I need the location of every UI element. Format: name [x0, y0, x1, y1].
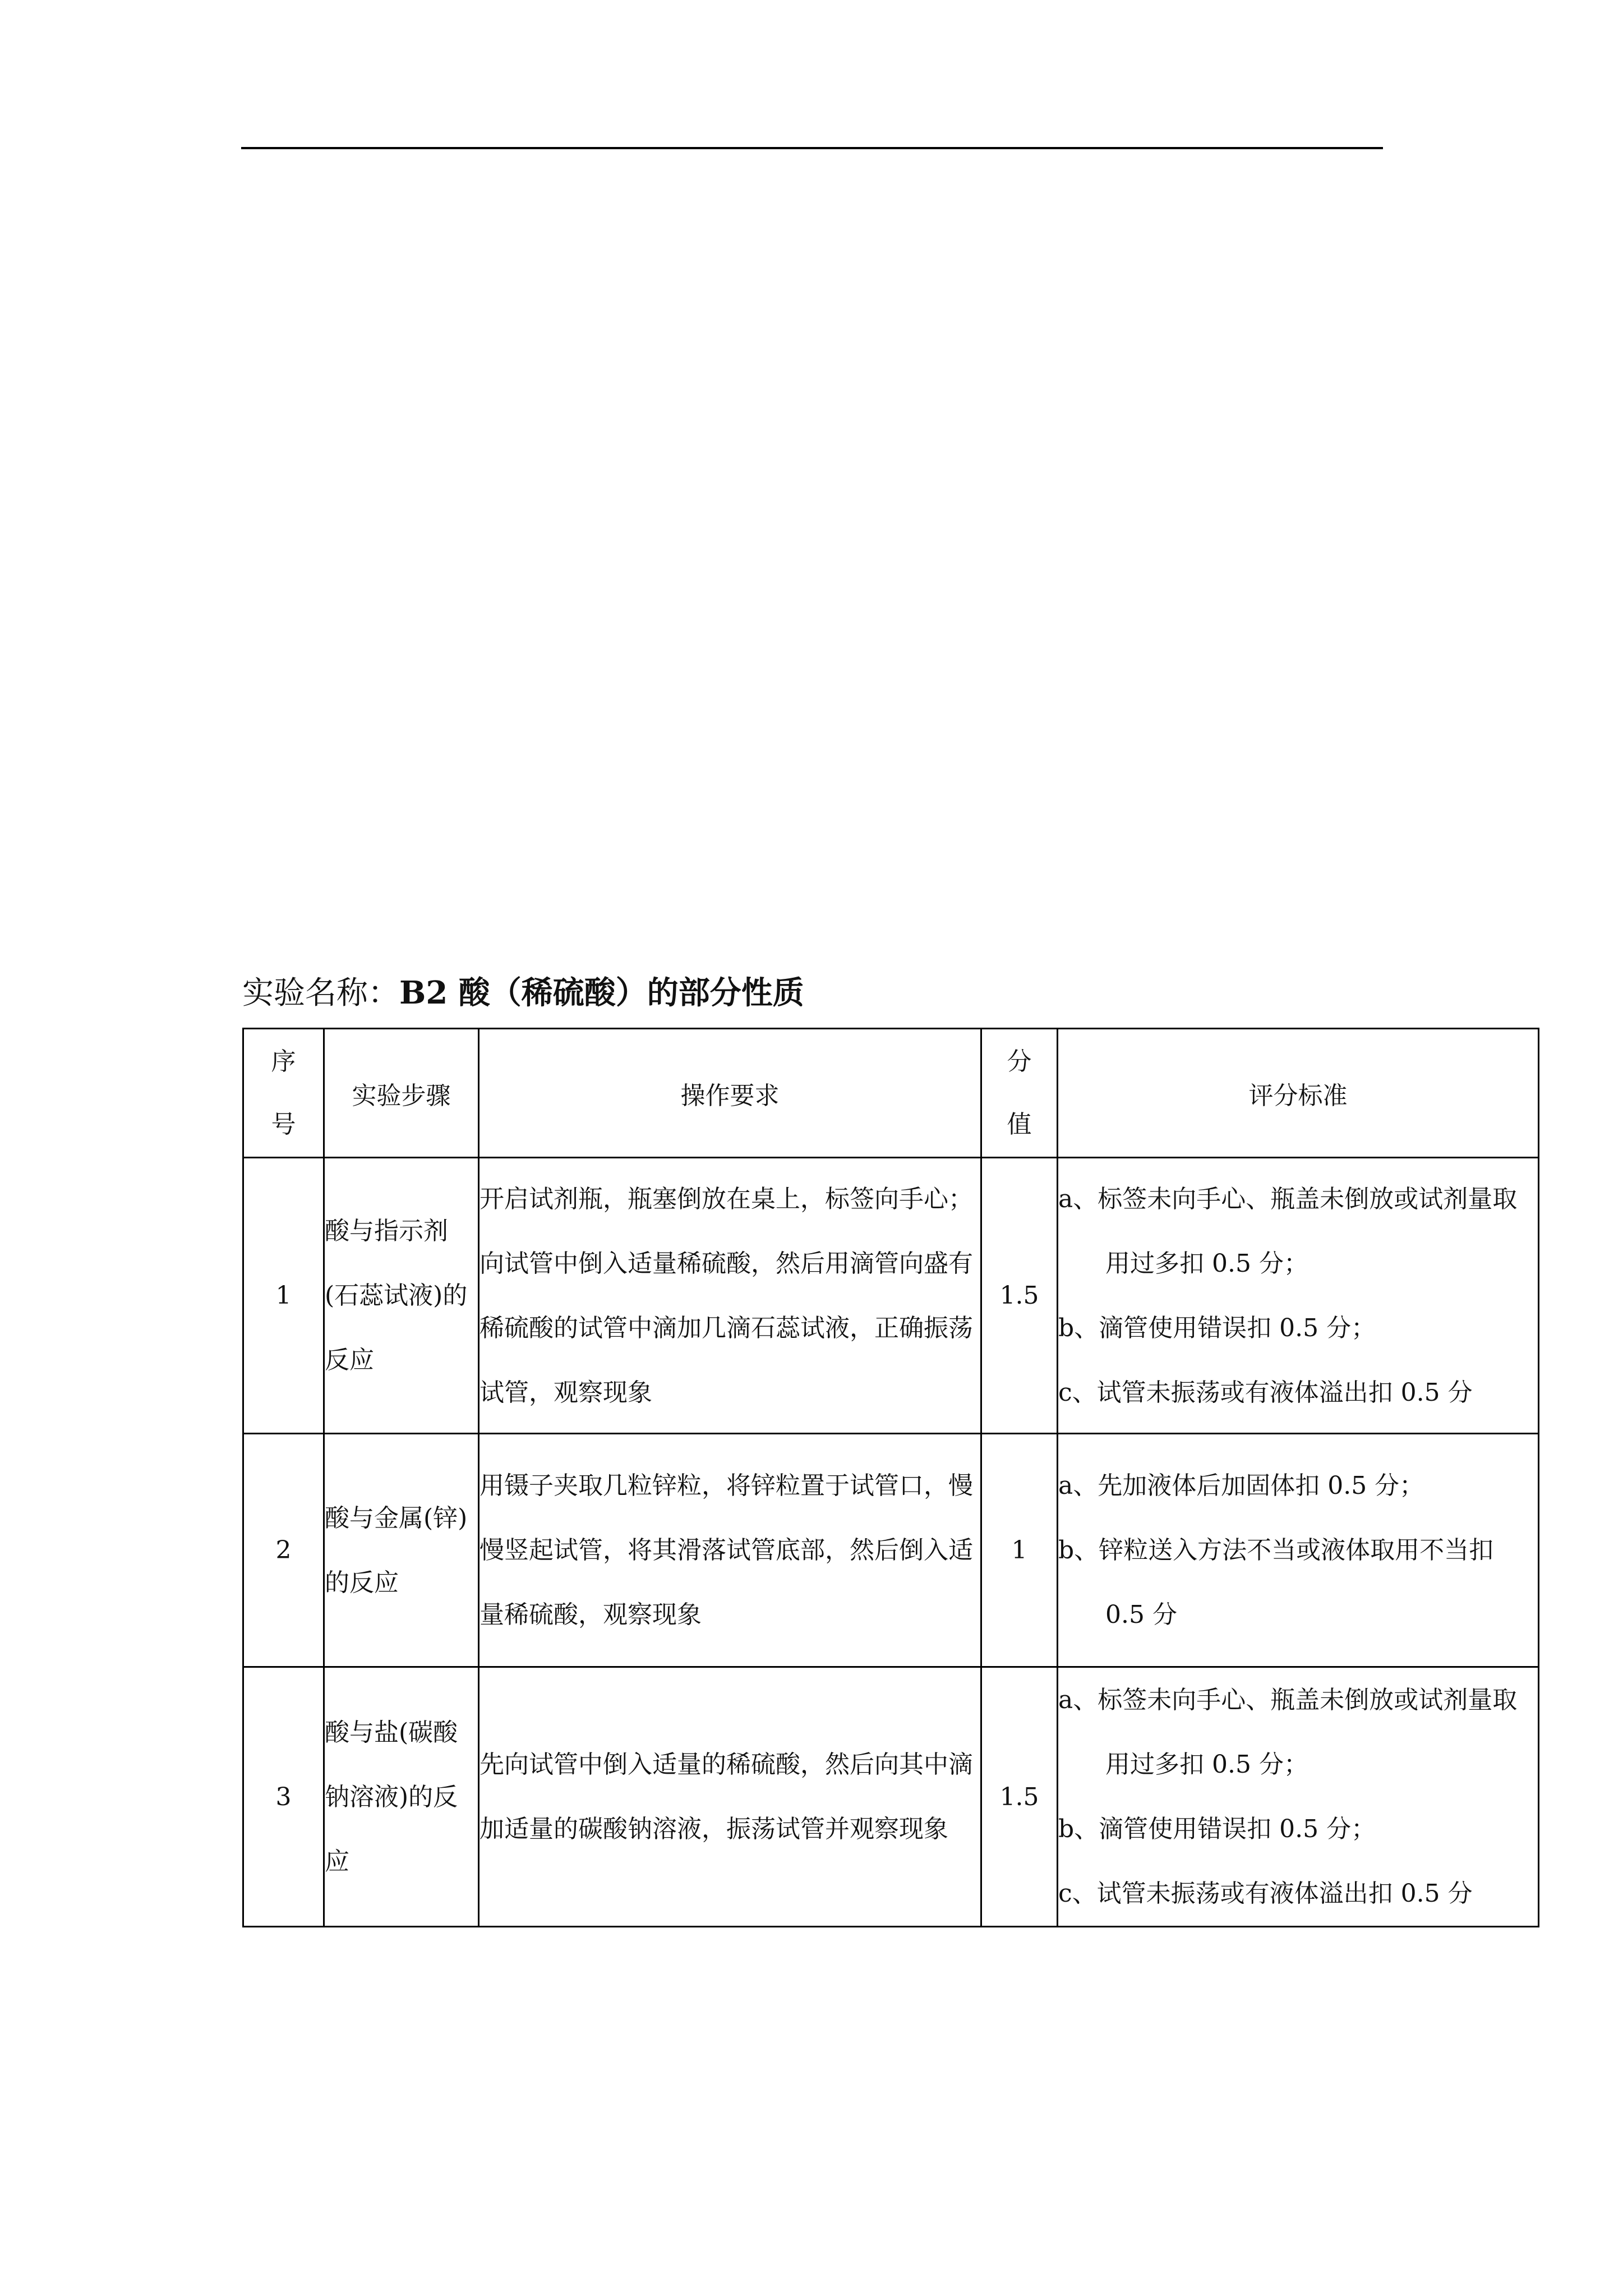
standard-item: b、锌粒送入方法不当或液体取用不当扣 0.5 分 — [1058, 1536, 1494, 1629]
header-step: 实验步骤 — [324, 1029, 479, 1158]
row-step: 酸与盐(碳酸钠溶液)的反应 — [324, 1667, 479, 1927]
table-header-row — [243, 1029, 1539, 1158]
row-requirement: 开启试剂瓶，瓶塞倒放在桌上，标签向手心；向试管中倒入适量稀硫酸，然后用滴管向盛有稀硫酸的试管中滴加几滴石蕊试液，正确振荡试管，观察现象 — [479, 1158, 981, 1434]
experiment-title — [242, 970, 804, 1016]
header-requirement: 操作要求 — [479, 1029, 981, 1158]
row-score: 1.5 — [981, 1158, 1058, 1434]
grading-table — [242, 1028, 1539, 1927]
header-score — [981, 1029, 1058, 1158]
standard-item: a、先加液体后加固体扣 0.5 分； — [1058, 1471, 1424, 1500]
row-no: 1 — [243, 1158, 324, 1434]
row-step: 酸与金属(锌)的反应 — [324, 1434, 479, 1667]
standard-item: a、标签未向手心、瓶盖未倒放或试剂量取用过多扣 0.5 分； — [1058, 1184, 1518, 1278]
experiment-title-prefix: 实验名称： — [242, 975, 399, 1011]
row-standard — [1058, 1667, 1539, 1927]
row-step: 酸与指示剂(石蕊试液)的反应 — [324, 1158, 479, 1434]
row-standard — [1058, 1434, 1539, 1667]
row-no: 3 — [243, 1667, 324, 1927]
table-row — [243, 1667, 1539, 1927]
header-score-line1: 分 — [1007, 1047, 1032, 1076]
experiment-title-name: B2 酸（稀硫酸）的部分性质 — [399, 974, 804, 1011]
row-requirement: 用镊子夹取几粒锌粒，将锌粒置于试管口，慢慢竖起试管，将其滑落试管底部，然后倒入适量稀硫酸，观察现象 — [479, 1434, 981, 1667]
standard-item: b、滴管使用错误扣 0.5 分； — [1058, 1815, 1376, 1843]
header-no-line1: 序 — [271, 1047, 296, 1076]
standard-item: c、试管未振荡或有液体溢出扣 0.5 分 — [1058, 1879, 1473, 1908]
standard-item: c、试管未振荡或有液体溢出扣 0.5 分 — [1058, 1378, 1473, 1407]
header-score-line2: 值 — [1007, 1110, 1032, 1139]
row-score: 1 — [981, 1434, 1058, 1667]
header-rule — [241, 147, 1383, 149]
table-row — [243, 1434, 1539, 1667]
row-requirement: 先向试管中倒入适量的稀硫酸，然后向其中滴加适量的碳酸钠溶液，振荡试管并观察现象 — [479, 1667, 981, 1927]
header-standard: 评分标准 — [1058, 1029, 1539, 1158]
standard-item: b、滴管使用错误扣 0.5 分； — [1058, 1313, 1376, 1342]
header-no — [243, 1029, 324, 1158]
row-score: 1.5 — [981, 1667, 1058, 1927]
table-row — [243, 1158, 1539, 1434]
header-no-line2: 号 — [271, 1110, 296, 1139]
standard-item: a、标签未向手心、瓶盖未倒放或试剂量取用过多扣 0.5 分； — [1058, 1686, 1518, 1779]
row-no: 2 — [243, 1434, 324, 1667]
row-standard — [1058, 1158, 1539, 1434]
